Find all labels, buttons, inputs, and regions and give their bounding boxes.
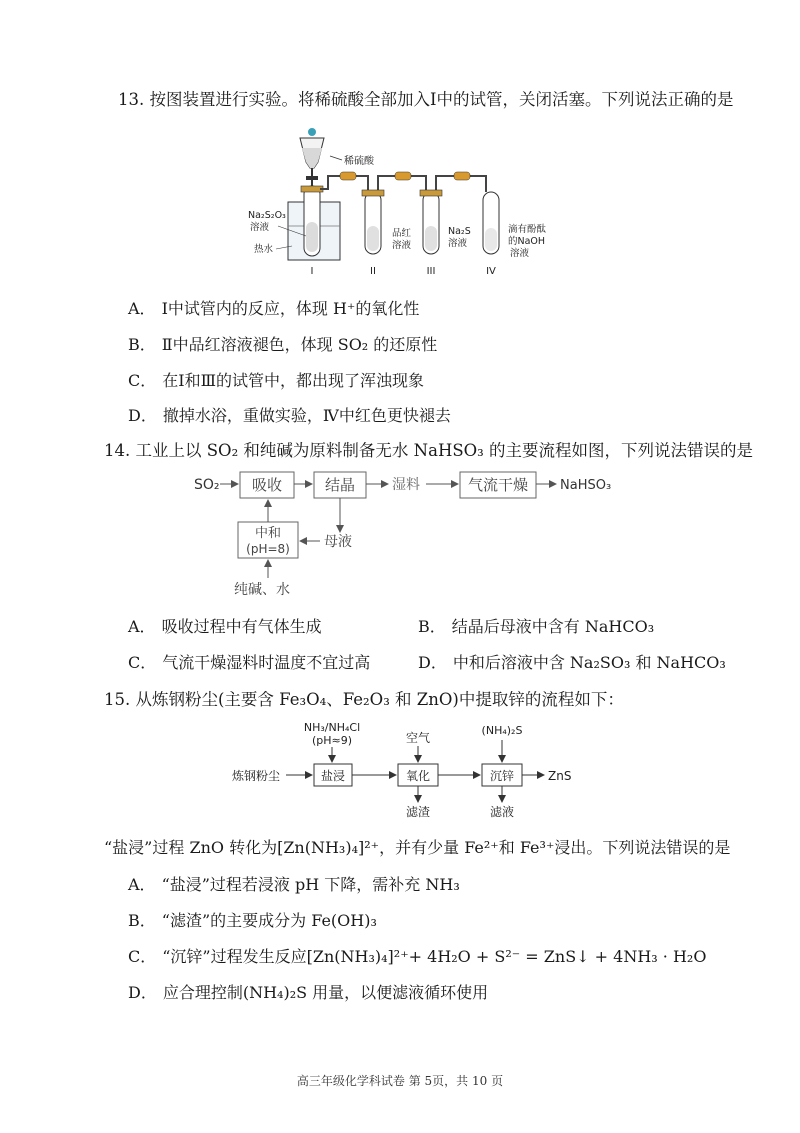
q14-option-a[interactable] [128,614,322,637]
funnel-stopper [308,128,316,136]
q14-option-b[interactable] [418,614,654,637]
tube-II-liquid [367,226,379,251]
q14-box-neutralize-line2: (pH=8) [246,542,290,556]
q13-number: 13. [118,90,145,109]
q14-option-a-text: 吸收过程中有气体生成 [161,617,322,636]
q14-option-c-text: 气流干燥湿料时温度不宜过高 [162,653,371,672]
q14-input-so2: SO₂ [194,477,220,493]
q13-option-a-key: A． [128,299,156,318]
q15-reagent2: 空气 [405,731,431,745]
q13-option-d-key: D． [128,406,157,425]
page-footer: 高三年级化学科试卷 第 5页，共 10 页 [296,1074,504,1088]
q13-stem [118,86,734,110]
q14-box-absorb-label: 吸收 [251,476,283,494]
funnel-acid [302,148,322,168]
reagent-I-line2: 溶液 [250,222,270,233]
q14-text: 工业上以 SO₂ 和纯碱为原料制备无水 NaHSO₃ 的主要流程如图，下列说法错误的是 [135,441,754,460]
q13-apparatus-figure [240,122,570,282]
q15-box-oxidize-label: 氧化 [405,769,431,783]
q15-filtrate: 滤液 [489,805,515,819]
label-II: II [370,266,376,277]
q14-output: NaHSO₃ [560,478,612,493]
q15-reagent1-line2: (pH≈9) [311,734,353,747]
q14-option-b-text: 结晶后母液中含有 NaHCO₃ [451,617,655,636]
q14-raw-materials: 纯碱、水 [234,582,290,598]
q13-option-b[interactable] [128,332,437,355]
q13-option-c[interactable] [128,368,424,391]
q15-reagent1-line1: NH₃/NH₄Cl [303,721,361,734]
rubber-joint-1 [340,172,356,180]
q14-option-c-key: C． [128,653,157,672]
hot-water-label: 热水 [254,244,274,255]
q15-residue: 滤渣 [405,805,431,819]
q15-option-c-key: C． [128,947,157,966]
reagent-IV-line1: 滴有酚酞 [508,224,547,235]
tube-III-liquid [425,226,437,251]
label-IV: IV [486,266,496,277]
q15-option-b-key: B． [128,911,156,930]
q13-option-d-text: 撤掉水浴，重做实验，Ⅳ中红色更快褪去 [162,406,451,425]
q15-option-d[interactable] [128,980,488,1003]
q14-option-a-key: A． [128,617,156,636]
q15-reagent3: (NH₄)₂S [481,724,523,737]
q15-input: 炼钢粉尘 [232,769,281,783]
q13-option-b-key: B． [128,335,156,354]
q13-option-a[interactable] [128,296,419,319]
q13-option-a-text: Ⅰ中试管内的反应，体现 H⁺的氧化性 [161,299,420,318]
q15-option-b-text: “滤渣”的主要成分为 Fe(OH)₃ [161,911,377,930]
q13-option-b-text: Ⅱ中品红溶液褪色，体现 SO₂ 的还原性 [161,335,438,354]
tube-III-stopper [420,190,442,196]
reagent-I-line1: Na₂S₂O₃ [248,210,286,221]
q14-option-d[interactable] [418,650,726,673]
q14-option-d-key: D． [418,653,447,672]
q13-option-c-text: 在Ⅰ和Ⅲ的试管中，都出现了浑浊现象 [162,371,425,390]
q15-note [104,835,730,858]
q15-flowchart [228,718,608,820]
q14-option-c[interactable] [128,650,370,673]
q14-option-d-text: 中和后溶液中含 Na₂SO₃ 和 NaHCO₃ [452,653,726,672]
q15-option-c-text: “沉锌”过程发生反应[Zn(NH₃)₄]²⁺+ 4H₂O + S²⁻ = ZnS↓ + 4NH₃ · H₂O [162,947,707,966]
q14-flowchart [188,462,628,602]
q15-option-a-key: A． [128,875,156,894]
reagent-IV-line3: 溶液 [510,248,530,259]
reagent-III-line1: Na₂S [448,226,471,237]
tube-II-stopper [362,190,384,196]
q15-option-b[interactable] [128,908,377,931]
acid-leader [330,156,342,160]
q15-note-text: “盐浸”过程 ZnO 转化为[Zn(NH₃)₄]²⁺，并有少量 Fe²⁺和 Fe³⁺浸出。下列说法错误的是 [104,838,731,857]
q14-option-b-key: B． [418,617,446,636]
rubber-joint-3 [454,172,470,180]
q15-box-leach-label: 盐浸 [320,769,346,783]
q13-option-c-key: C． [128,371,157,390]
label-III: III [426,266,436,277]
acid-label: 稀硫酸 [344,156,374,167]
q14-box-neutralize-line1: 中和 [254,526,282,541]
reagent-II-line1: 品红 [392,228,412,239]
q14-stem [104,437,753,461]
reagent-II-line2: 溶液 [392,240,412,251]
stopcock [306,176,318,180]
tube-IV-liquid [485,228,497,251]
reagent-III-line2: 溶液 [448,238,468,249]
q15-option-a[interactable] [128,872,460,895]
tube-I-liquid [306,222,318,252]
q15-number: 15. [104,690,131,709]
q15-option-a-text: “盐浸”过程若浸液 pH 下降，需补充 NH₃ [161,875,460,894]
q15-box-precipitate-label: 沉锌 [489,769,515,783]
q15-option-c[interactable] [128,944,706,967]
tube-I-stopper [301,186,323,192]
rubber-joint-2 [395,172,411,180]
q14-number: 14. [104,441,131,460]
reagent-IV-line2: 的NaOH [508,236,546,247]
q13-option-d[interactable] [128,403,451,426]
label-I: I [310,266,314,277]
q15-option-d-key: D． [128,983,157,1002]
q14-wet-material: 湿料 [392,477,420,493]
q13-text: 按图装置进行实验。将稀硫酸全部加入Ⅰ中的试管，关闭活塞。下列说法正确的是 [149,90,734,109]
q15-stem [104,686,624,710]
q15-text: 从炼钢粉尘(主要含 Fe₃O₄、Fe₂O₃ 和 ZnO)中提取锌的流程如下： [135,690,624,709]
q15-output: ZnS [548,769,572,783]
q14-box-dry-label: 气流干燥 [467,476,529,494]
q14-mother-liquor: 母液 [324,534,352,550]
q14-box-crystallize-label: 结晶 [324,476,356,494]
q15-option-d-text: 应合理控制(NH₄)₂S 用量，以便滤液循环使用 [162,983,489,1002]
